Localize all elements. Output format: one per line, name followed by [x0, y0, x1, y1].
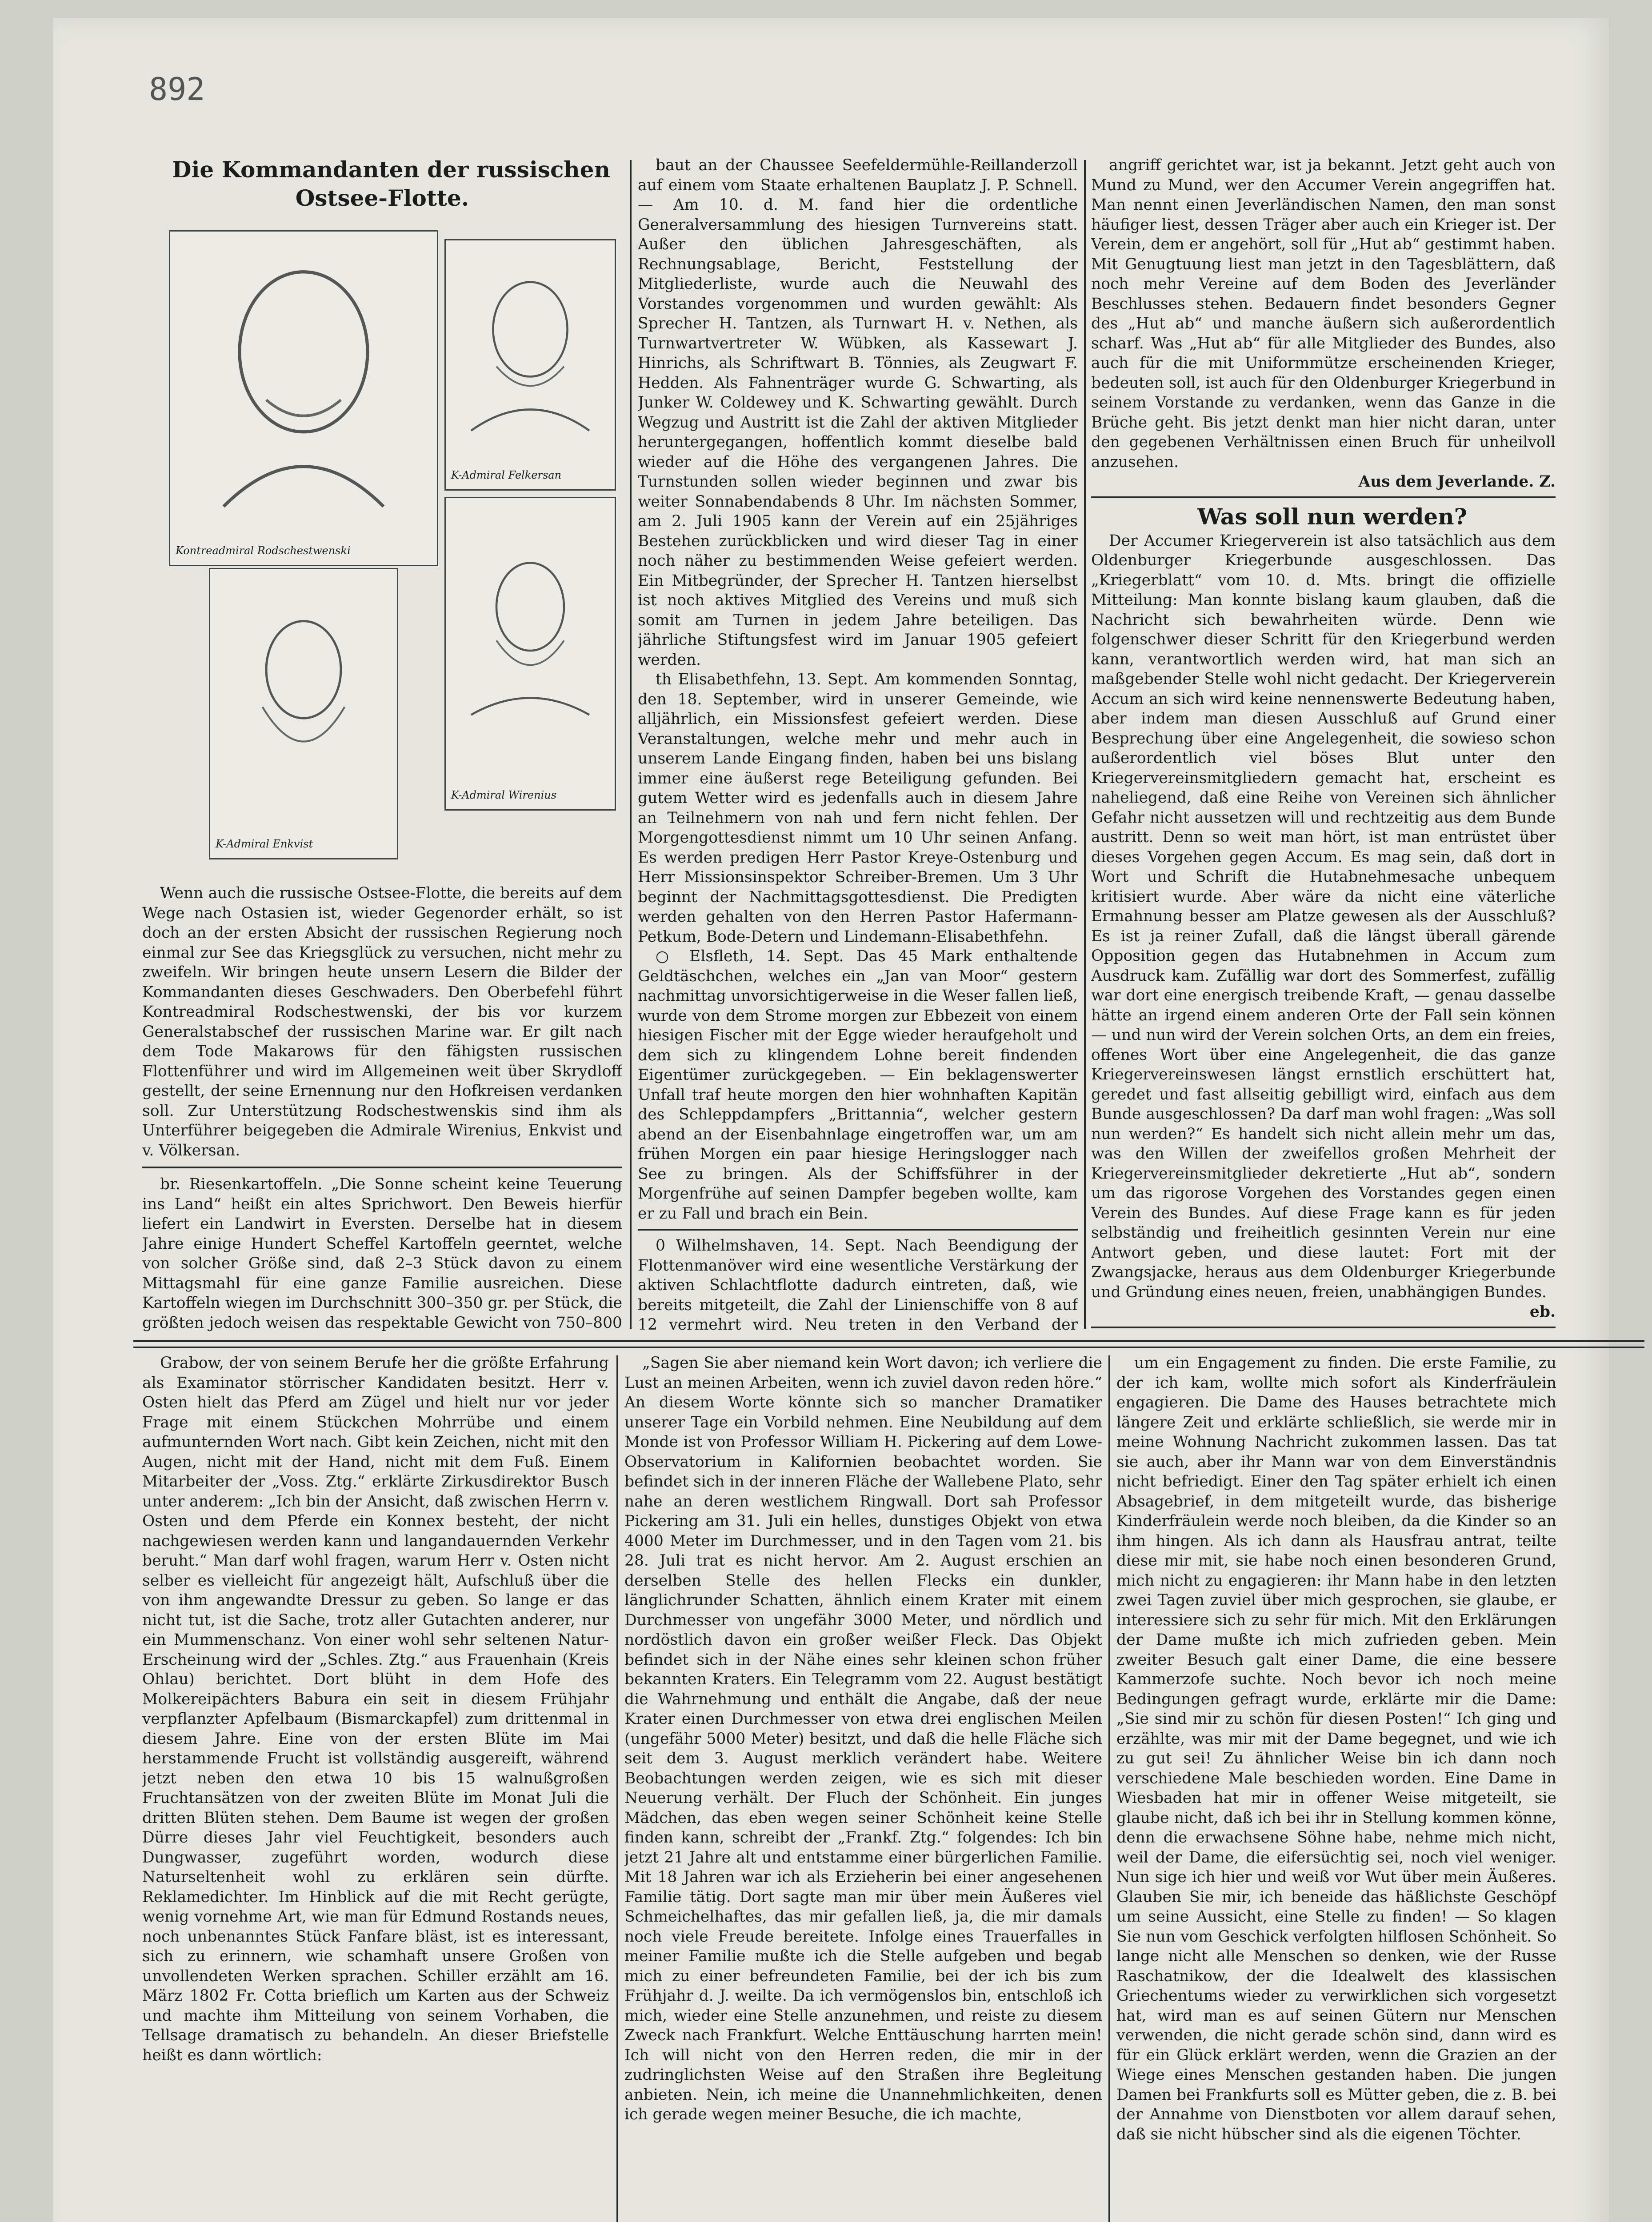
article-divider: [1091, 1327, 1556, 1328]
feuilleton-text-1: Grabow, der von seinem Berufe her die größte Erfahrung als Examinator störrischer Kandidaten besitzt. Herr v. Osten hielt das Pferd am Zügel und hielt nur vor jeder Frage mit einem Stückchen Mohrrübe und einem aufmunternden Wort nach. Gibt kein Zeichen, nicht mit den Augen, nicht mit der Hand, nicht mit dem Fuß. Einem Mitarbeiter der „Voss. Ztg.“ erklärte Zirkusdirektor Busch unter anderem: „Ich bin der Ansicht, daß zwischen Herrn v. Osten und dem Pferde ein Konnex besteht, der nicht nachgewiesen werden kann und langandauernden Verkehr beruht.“ Man darf wohl fragen, warum Herr v. Osten nicht selber es vielleicht für angezeigt hält, Aufschluß über die von ihm angewandte Dressur zu geben. So lange er das nicht tut, ist die Sache, trotz aller Gutachten anderer, nur ein Mummenschanz. Von einer wohl sehr seltenen Natur-Erscheinung wird der „Schles. Ztg.“ aus Frauenhain (Kreis Ohlau) berichtet. Dort blüht in dem Hofe des Molkereipächters Babura ein seit in diesem Frühjahr verpflanzter Apfelbaum (Bismarckapfel) zum drittenmal in diesem Jahre. Eine von der ersten Blüte im Mai herstammende Frucht ist vollständig ausgereift, während jetzt neben den etwa 10 bis 15 walnußgroßen Fruchtansätzen von der zweiten Blüte im Monat Juli die dritten Blüten stehen. Dem Baume ist wegen der großen Dürre dieses Jahr viel Feuchtigkeit, besonders auch Dungwasser, zugeführt worden, wodurch diese Naturseltenheit wohl zu erklären sein dürfte. Reklamedichter. Im Hinblick auf die mit Recht gerügte, wenig vornehme Art, wie man für Edmund Rostands neues, noch unbenanntes Stück Fanfare bläst, ist es interessant, sich zu erinnern, wie schamhaft unsere Großen von unvollendeten Werken sprachen. Schiller erzählt am 16. März 1802 Fr. Cotta brieflich um Karten aus der Schweiz und machte ihm Mitteilung von seinem Vorhaben, die Tellsage dramatisch zu behandeln. An dieser Briefstelle heißt es dann wörtlich:: [142, 1354, 609, 2064]
article-riesenkartoffeln: br. Riesenkartoffeln. „Die Sonne scheint keine Teuerung ins Land“ heißt ein altes Sprichwort. Den Beweis hierfür liefert ein Landwirt in Eversten. Derselbe hat in diesem Jahre einige Hundert Scheffel Kartoffeln geerntet, welche von solcher Größe sind, daß 2–3 Stück davon zu einem Mittagsmahl für eine ganze Familie ausreichen. Diese Kartoffeln wiegen im Durchschnitt 300–350 gr. per Stück, die größten jedoch weisen das respektable Gewicht von 750–800: [142, 1175, 622, 1332]
column-rule: [630, 160, 632, 1329]
article-was-soll-nun-werden: Der Accumer Kriegerverein ist also tatsächlich aus dem Oldenburger Kriegerbunde ausgeschlossen. Das „Kriegerblatt“ vom 10. d. Mts. bringt die offizielle Mitteilung: Man konnte bislang kaum glauben, daß die Nachricht sich bewahrheiten würde. Denn wie folgenschwer dieser Schritt für den Kriegerbund werden kann, verantwortlich werden wird, hat man sich an maßgebender Stelle wohl nicht gedacht. Der Kriegerverein Accum an sich wird keine nennenswerte Bedeutung haben, aber indem man diesen Ausschluß auf Grund einer Besprechung über eine Angelegenheit, die sowieso schon außerordentlich viel böses Blut unter den Kriegervereinsmitgliedern gemacht hat, erscheint es naheliegend, daß eine Reihe von Vereinen sich ähnlicher Gefahr nicht aussetzen will und rechtzeitig aus dem Bunde austritt. Denn so weit man hört, ist man entrüstet über dieses Vorgehen gegen Accum. Es mag sein, daß dort in Wort und Schrift die Hutabnehmesache unbequem kritisiert wurde. Aber wäre da nicht eine väterliche Ermahnung besser am Platze gewesen als der Ausschluß? Es ist ja reiner Zufall, daß die längst überall gärende Opposition gegen das Hutabnehmen in Accum zum Ausdruck kam. Zufällig war dort des Sommerfest, zufällig war dort eine energisch treibende Kraft, — genau dasselbe hätte an irgend einem anderen Orte der Fall sein können — und nun wird der Verein solchen Orts, an dem ein freies, offenes Wort über eine Angelegenheit, die das ganze Kriegervereinswesen längst ernstlich erschüttert hat, geredet und fast allseitig gebilligt wird, einfach aus dem Bunde ausgeschlossen? Da darf man wohl fragen: „Was soll nun werden?“ Es handelt sich nicht allein mehr um das, was den Willen der zweifellos großen Mehrheit der Kriegervereinsmitglieder dekretierte „Hut ab“, sondern um das rigorose Vorgehen des Vorstandes gegen einen Verein des Bundes. Auf diese Frage kann es für jeden selbständig und freiheitlich gesinnten Verein nur eine Antwort geben, und diese lautet: Fort mit der Zwangsjacke, heraus aus dem Oldenburger Kriegerbunde und Gründung eines neuen, freien, unabhängigen Bundes.: [1091, 532, 1556, 1301]
feuilleton-column-3: [1116, 1353, 1556, 2222]
page-number: 892: [149, 71, 205, 108]
feuilleton-column-1: [142, 1353, 609, 2222]
portrait-sketch-icon: [446, 498, 615, 763]
section-heading-handel: [1091, 1333, 1556, 1334]
article-hut-ab-continued: angriff gerichtet war, ist ja bekannt. Jetzt geht auch von Mund zu Mund, wer den Accumer Verein angegriffen hat. Man nennt einen Jeverländischen Namen, den man sonst häufiger liest, dessen Träger aber auch ein Krieger ist. Der Verein, dem er angehört, soll für „Hut ab“ gestimmt haben. Mit Genugtuung liest man jetzt in den Tagesblättern, daß noch mehr Vereine auf dem Boden des Jeverländer Beschlusses stehen. Bedauern findet besonders Gegner des „Hut ab“ und manche äußern sich außerordentlich scharf. Was „Hut ab“ für alle Mitglieder des Bundes, also auch für die mit Uniformmütze erscheinenden Krieger, bedeuten soll, ist auch für den Oldenburger Kriegerbund in seinem Vorstande zu verdanken, wenn das Ganze in die Brüche geht. Bis jetzt denkt man hier nicht daran, unter den gegebenen Verhältnissen einen Bruch für unheilvoll anzusehen.: [1091, 156, 1556, 471]
caption-wirenius: K-Admiral Wirenius: [451, 788, 557, 801]
article-body-kommandanten: Wenn auch die russische Ostsee-Flotte, die bereits auf dem Wege nach Ostasien ist, wieder Gegenorder erhält, so ist doch an der ersten Absicht der russischen Regierung noch einmal zur See das Kriegsglück zu versuchen, nicht mehr zu zweifeln. Wir bringen heute unsern Lesern die Bilder der Kommandanten dieses Geschwaders. Den Oberbefehl führt Kontreadmiral Rodschestwenski, der bis vor kurzem Generalstabschef der russischen Marine war. Er gilt nach dem Tode Makarows für den fähigsten russischen Flottenführer und wird im Allgemeinen weit über Skrydloff gestellt, der seine Ernennung nur den Hofkreisen verdanken soll. Zur Unterstützung Rodschestwenskis sind ihm als Unterführer beigegeben die Admirale Wirenius, Enkvist und v. Völkersan.: [142, 884, 622, 1159]
column-rule: [1084, 160, 1086, 1329]
caption-rodschestwenski: Kontreadmiral Rodschestwenski: [176, 544, 351, 557]
article-wilhelmshaven: 0 Wilhelmshaven, 14. Sept. Nach Beendigung der Flottenmanöver wird eine wesentliche Verstärkung der aktiven Schlachtflotte dadurch eintreten, daß, wie bereits mitgeteilt, die Zahl der Linienschiffe von 8 auf 12 vermehrt wird. Neu treten in den Verband der: [638, 1237, 1078, 1333]
caption-felkersan: K-Admiral Felkersan: [451, 468, 562, 481]
portrait-rodschestwenski: [169, 230, 438, 566]
column-1: [142, 156, 622, 1333]
article-divider: [142, 1167, 622, 1168]
portrait-wirenius: [444, 497, 616, 811]
column-rule: [1108, 1355, 1110, 2222]
article-seefeld-continued: baut an der Chaussee Seefeldermühle-Reillanderzoll auf einem vom Staate erhaltenen Bauplatz J. P. Schnell. — Am 10. d. M. fand hier die ordentliche Generalversammlung des hiesigen Turnvereins statt. Außer den üblichen Jahresgeschäften, als Rechnungsablage, Bericht, Feststellung der Mitgliederliste, wurde auch die Neuwahl des Vorstandes vorgenommen und wurden gewählt: Als Sprecher H. Tantzen, als Turnwart H. v. Nethen, als Turnwartvertreter W. Wübken, als Kassewart J. Hinrichs, als Schriftwart B. Tönnies, als Zeugwart F. Hedden. Als Fahnenträger wurde G. Schwarting, als Junker W. Coldewey und K. Schwarting gewählt. Durch Wegzug und Austritt ist die Zahl der aktiven Mitglieder heruntergegangen, hoffentlich kommt dieselbe bald wieder auf die Höhe des vergangenen Jahres. Die Turnstunden sollen wieder beginnen und zwar bis weiter Sonnabendabends 8 Uhr. Im nächsten Sommer, am 2. Juli 1905 kann der Verein auf ein 25jähriges Bestehen zurückblicken und wird dieser Tag in einer noch näher zu bestimmenden Weise gefeiert werden. Ein Mitbegründer, der Sprecher H. Tantzen hierselbst ist noch aktives Mitglied des Vereins und muß sich somit am Turnen in jedem Jahre beteiligen. Das jährliche Stiftungsfest wird im Januar 1905 gefeiert werden.: [638, 156, 1078, 669]
portrait-illustration: [142, 212, 622, 883]
portrait-enkvist: [209, 568, 398, 859]
column-rule: [616, 1355, 618, 2222]
article-signature: eb.: [1529, 1303, 1556, 1321]
portrait-sketch-icon: [210, 569, 397, 815]
article-elsfleth: ○ Elsfleth, 14. Sept. Das 45 Mark enthaltende Geldtäschchen, welches ein „Jan van Moor“ gestern nachmittag unvorsichtigerweise in die Weser fallen ließ, wurde von dem Strome morgen zur Ebbezeit von einem hiesigen Fischer mit der Egge wieder heraufgeholt und dem sich zu klingendem Lohne bereit findenden Eigentümer zurückgegeben. — Ein beklagenswerter Unfall traf heute morgen den hier wohnhaften Kapitän des Schleppdampfers „Brittannia“, welcher gestern abend an der Eisenbahnlage eingetroffen war, um am frühen Morgen ein paar hiesige Heringslogger nach See zu bringen. Als der Schiffsführer in der Morgenfrühe auf seinen Dampfer begeben wollte, kam er zu Fall und brach ein Bein.: [638, 947, 1078, 1223]
article-elisabethfehn: th Elisabethfehn, 13. Sept. Am kommenden Sonntag, den 18. September, wird in unserer Gemeinde, wie alljährlich, ein Missionsfest gefeiert werden. Diese Veranstaltungen, welche mehr und mehr auch in unserem Lande Eingang finden, haben bei uns bislang immer eine äußerst rege Beteiligung gefunden. Bei gutem Wetter wird es jedenfalls auch in diesem Jahre an Teilnehmern von nah und fern nicht fehlen. Der Morgengottesdienst nimmt um 10 Uhr seinen Anfang. Es werden predigen Herr Pastor Kreye-Ostenburg und Herr Missionsinspektor Schreiber-Bremen. Um 3 Uhr beginnt der Nachmittagsgottesdienst. Die Predigten werden gehalten von den Herren Pastor Hafermann-Petkum, Bode-Detern und Lindemann-Elisabethfehn.: [638, 671, 1078, 946]
feuilleton-column-2: [624, 1353, 1102, 2222]
section-rule: [133, 1347, 1644, 1348]
feuilleton-text-3: um ein Engagement zu finden. Die erste Familie, zu der ich kam, wollte mich sofort als Kinderfräulein engagieren. Die Dame des Hauses betrachtete mich längere Zeit und erklärte schließlich, sie werde mir in meine Wohnung Nachricht zukommen lassen. Das tat sie auch, aber ihr Mann war von dem Einverständnis nicht befriedigt. Einer den Tag später erhielt ich einen Absagebrief, in dem mitgeteilt wurde, das bisherige Kinderfräulein werde noch bleiben, da die Kinder so an ihm hingen. Als ich dann als Hausfrau antrat, teilte diese mir mit, sie habe noch einen besonderen Grund, mich nicht zu engagieren: ihr Mann habe in den letzten zwei Tagen zuviel über mich gesprochen, sie glaube, er interessiere sich zu sehr für mich. Mit den Erklärungen der Dame mußte ich mich zufrieden geben. Mein zweiter Besuch galt einer Dame, die eine bessere Kammerzofe suchte. Noch bevor ich noch meine Bedingungen gefragt wurde, erklärte mir die Dame: „Sie sind mir zu schön für diesen Posten!“ Ich ging und erzählte, was mir mit der Dame begegnet, und wie ich zu gut sei! Zu ähnlicher Weise bin ich dann noch verschiedene Male beschieden worden. Eine Dame in Wiesbaden hat mir in offener Weise mitgeteilt, sie glaube nicht, daß ich bei ihr in Stellung kommen könne, denn die erwachsene Söhne habe, nehme mich nicht, weil der Dame, die eifersüchtig sei, noch viel weniger. Nun sige ich hier und weiß vor Wut über mein Äußeres. Glauben Sie mir, ich beneide das häßlichste Geschöpf um seine Aussicht, eine Stelle zu finden! — So klagen Sie nun vom Geschick verfolgten hilflosen Schönheit. So lange nicht alle Menschen so denken, wie der Russe Raschatnikow, der die Idealwelt des klassischen Griechentums wieder zu verwirklichen sich vorgesetzt hat, wird man es auf seinen Gütern nur Menschen verwenden, die nicht gerade schön sind, dann wird es für ein Glück erklärt werden, wenn die Grazien an der Wiege eines Menschen gestanden haben. Die jungen Damen bei Frankfurts soll es Mütter geben, die z. B. bei der Annahme von Dienstboten vor allem darauf sehen, daß sie nicht hübscher sind als die eigenen Töchter.: [1116, 1354, 1556, 2143]
feuilleton-text-2: „Sagen Sie aber niemand kein Wort davon; ich verliere die Lust an meinen Arbeiten, wenn ich zuviel davon reden höre.“ An diesem Worte könnte sich so mancher Dramatiker unserer Tage ein Vorbild nehmen. Eine Neubildung auf dem Monde ist von Professor William H. Pickering auf dem Lowe-Observatorium in Kalifornien beobachtet worden. Sie befindet sich in der inneren Fläche der Wallebene Plato, sehr nahe an deren westlichem Ringwall. Dort sah Professor Pickering am 31. Juli ein helles, dunstiges Objekt von etwa 4000 Meter im Durchmesser, und in den Tagen vom 21. bis 28. Juli trat es nicht hervor. Am 2. August erschien an derselben Stelle des hellen Flecks ein dunkler, länglichrunder Schatten, ähnlich einem Krater mit einem Durchmesser von ungefähr 3000 Meter, und nördlich und nordöstlich davon ein großer weißer Fleck. Das Objekt befindet sich in der Nähe eines sehr kleinen schon früher bekannten Kraters. Ein Telegramm vom 22. August bestätigt die Wahrnehmung und enthält die Angabe, daß der neue Krater einen Durchmesser von etwa drei englischen Meilen (ungefähr 5000 Meter) besitzt, und daß die helle Fläche sich seit dem 3. August merklich verändert habe. Weitere Beobachtungen werden zeigen, wie es sich mit dieser Neuerung verhält. Der Fluch der Schönheit. Ein junges Mädchen, das eben wegen seiner Schönheit keine Stelle finden kann, schreibt der „Frankf. Ztg.“ folgendes: Ich bin jetzt 21 Jahre alt und entstamme einer bürgerlichen Familie. Mit 18 Jahren war ich als Erzieherin bei einer angesehenen Familie tätig. Dort sagte man mir über mein Äußeres viel Schmeichelhaftes, das mir gefallen ließ, ja, die mir damals noch viele Freude bereitete. Infolge eines Trauerfalles in meiner Familie mußte ich die Stelle aufgeben und begab mich zu einer befreundeten Familie, bei der ich bis zum Frühjahr d. J. weilte. Da ich vermögenslos bin, entschloß ich mich, wieder eine Stelle anzunehmen, und reiste zu diesem Zweck nach Frankfurt. Welche Enttäuschung harrten mein! Ich will nicht von den Herren reden, die mir in der zudringlichsten Weise auf den Straßen ihre Begleitung anbieten. Nein, ich meine die Unannehmlichkeiten, denen ich gerade wegen meiner Besuche, die ich machte,: [624, 1354, 1102, 2123]
newspaper-page: [53, 18, 1609, 2222]
portrait-sketch-icon: [170, 232, 437, 515]
article-divider: [1091, 496, 1556, 498]
section-rule: [133, 1340, 1644, 1342]
portrait-felkersan: [444, 239, 616, 491]
article-title-kommandanten: Die Kommandanten der russischen Ostsee-Flotte.: [172, 156, 610, 211]
caption-enkvist: K-Admiral Enkvist: [216, 837, 313, 850]
article-divider: [638, 1229, 1078, 1231]
column-2: [638, 156, 1078, 1333]
article-signature: Aus dem Jeverlande. Z.: [1358, 473, 1556, 491]
portrait-sketch-icon: [446, 240, 615, 452]
article-title-was-soll-nun-werden: Was soll nun werden?: [1197, 503, 1467, 530]
column-3: [1091, 156, 1556, 1333]
